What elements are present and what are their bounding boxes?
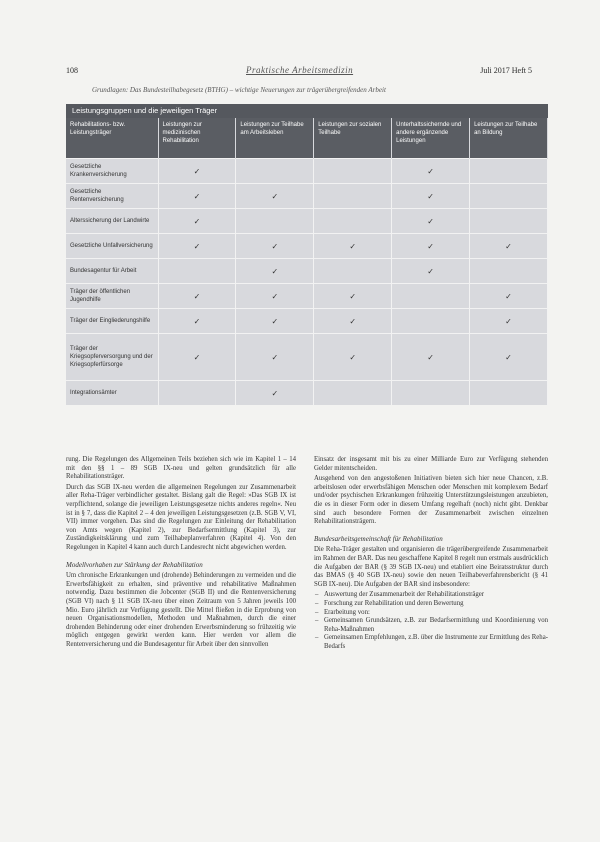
benefits-table: [66, 104, 548, 405]
carrier-label: Träger der Eingliederungshilfe: [66, 309, 158, 334]
benefit-cell: [236, 234, 314, 259]
check-icon: ✓: [427, 241, 434, 251]
check-icon: ✓: [271, 191, 279, 201]
benefit-cell: [314, 209, 392, 234]
table-row: [66, 259, 548, 284]
check-icon: ✓: [349, 352, 357, 362]
check-icon: ✓: [271, 388, 279, 398]
table-row: [66, 381, 548, 406]
benefits-grid: [66, 118, 548, 405]
check-icon: ✓: [349, 291, 357, 301]
check-icon: ✓: [427, 216, 434, 226]
benefit-cell: [392, 259, 470, 284]
task-list: [314, 591, 548, 651]
benefit-cell: [158, 209, 236, 234]
paragraph: rung. Die Regelungen des Allgemeinen Teils beziehen sich wie im Kapitel 1 – 14 mit den §§ 1 – 89 SGB IX-neu und gelten grundsätzlich für alle Rehabilitationsträger.: [66, 456, 296, 481]
benefit-cell: [392, 334, 470, 381]
right-text-column: [314, 456, 548, 651]
benefit-cell: [236, 184, 314, 209]
benefit-cell: [314, 334, 392, 381]
benefit-cell: [392, 284, 470, 309]
paragraph: Um chronische Erkrankungen und (drohende) Behinderungen zu vermeiden und die Erwerbsfähigkeit zu erhalten, sind präventive und rehabilitative Maßnahmen notwendig. Dazu bestimmen die Jobcenter (SGB II) und die Rentenversicherung (SGB VI) nach § 11 SGB IX-neu über einen Zeitraum von 5 Jahren jeweils 100 Mio. Euro jährlich zur Verfügung gestellt. Die Mittel fließen in die Erprobung von neuen Organisationsmodellen, Methoden und Maßnahmen, durch die einer drohenden Behinderung oder einer drohenden Erwerbsminderung so frühzeitig wie möglich entgegen gewirkt werden kann. Hier werden vor allem die Rentenversicherung und die Bundesagentur für Arbeit über den sinnvollen: [66, 572, 296, 648]
table-row: [66, 284, 548, 309]
benefit-cell: [314, 259, 392, 284]
table-row: [66, 184, 548, 209]
benefit-cell: [392, 184, 470, 209]
section-heading: Modellvorhaben zur Stärkung der Rehabilitation: [66, 560, 203, 569]
benefit-cell: [470, 381, 548, 406]
check-icon: ✓: [427, 166, 434, 176]
carrier-label: Integrationsämter: [66, 381, 158, 406]
article-subtitle: Grundlagen: Das Bundesteilhabegesetz (BTHG) – wichtige Neuerungen zur trägerübergreifenden Arbeit: [92, 86, 386, 94]
check-icon: ✓: [427, 191, 434, 201]
benefit-cell: [236, 309, 314, 334]
paragraph: Durch das SGB IX-neu werden die allgemeinen Regelungen zur Zusammenarbeit aller Reha-Träger verbindlicher gestaltet. Bislang galt die Regel: »Das SGB IX ist verpflichtend, solange die jeweiligen Leistungsgesetze nichts anderes regeln«. Neu ist in § 7, dass die Kapitel 2 – 4 den jeweiligen Leistungsgesetzen (z.B. SGB V, VI, VII) immer vorgehen. Das sind die Regelungen zur Einleitung der Rehabilitation von Amts wegen (Kapitel 2), zur Bedarfsermittlung (Kapitel 3), zur Zuständigkeitsklärung und zum Teilhabeplanverfahren (Kapitel 4). Von den Regelungen in Kapitel 4 kann auch durch Landesrecht nicht abgewichen werden.: [66, 483, 296, 551]
carrier-label: Alterssicherung der Landwirte: [66, 209, 158, 234]
benefit-cell: [236, 209, 314, 234]
check-icon: ✓: [505, 291, 512, 301]
paragraph: Einsatz der insgesamt mit bis zu einer Milliarde Euro zur Verfügung stehenden Gelder mitentscheiden.: [314, 456, 548, 472]
check-icon: ✓: [271, 316, 279, 326]
table-body: [66, 159, 548, 406]
check-icon: ✓: [505, 241, 512, 251]
check-icon: ✓: [193, 191, 201, 201]
benefit-cell: [470, 209, 548, 234]
table-title: Leistungsgruppen und die jeweiligen Träger: [66, 104, 548, 118]
benefit-cell: [392, 381, 470, 406]
benefit-cell: [158, 284, 236, 309]
benefit-cell: [392, 309, 470, 334]
benefit-cell: [470, 234, 548, 259]
table-row: [66, 209, 548, 234]
check-icon: ✓: [271, 266, 279, 276]
left-text-column: [66, 456, 296, 651]
table-row: [66, 309, 548, 334]
check-icon: ✓: [271, 352, 279, 362]
benefit-cell: [392, 159, 470, 184]
column-header: Leistungen zur sozialen Teilhabe: [314, 118, 392, 159]
check-icon: ✓: [427, 266, 434, 276]
check-icon: ✓: [271, 241, 279, 251]
check-icon: ✓: [505, 316, 512, 326]
column-header: Rehabilitations- bzw. Leistungsträger: [66, 118, 158, 159]
benefit-cell: [158, 159, 236, 184]
carrier-label: Bundesagentur für Arbeit: [66, 259, 158, 284]
benefit-cell: [314, 159, 392, 184]
section-heading: Bundesarbeitsgemeinschaft für Rehabilitation: [314, 534, 443, 543]
benefit-cell: [470, 309, 548, 334]
carrier-label: Gesetzliche Rentenversicherung: [66, 184, 158, 209]
list-item: – Gemeinsamen Grundsätzen, z.B. zur Bedarfsermittlung und Koordinierung von Reha-Maßnahmen: [324, 617, 548, 634]
benefit-cell: [470, 259, 548, 284]
check-icon: ✓: [193, 291, 201, 301]
table-row: [66, 159, 548, 184]
check-icon: ✓: [427, 352, 434, 362]
column-header: Leistungen zur medizinischen Rehabilitation: [158, 118, 236, 159]
benefit-cell: [314, 184, 392, 209]
magazine-name: Praktische Arbeitsmedizin: [246, 65, 354, 75]
benefit-cell: [236, 259, 314, 284]
carrier-label: Träger der öffentlichen Jugendhilfe: [66, 284, 158, 309]
column-header: Leistungen zur Teilhabe an Bildung: [470, 118, 548, 159]
benefit-cell: [158, 381, 236, 406]
list-item: – Forschung zur Rehabilitation und deren Bewertung: [324, 600, 548, 609]
list-item: – Erarbeitung von:: [324, 609, 548, 618]
benefit-cell: [158, 309, 236, 334]
carrier-label: Träger der Kriegsopferversorgung und der Kriegsopferfürsorge: [66, 334, 158, 381]
table-row: [66, 334, 548, 381]
carrier-label: Gesetzliche Krankenversicherung: [66, 159, 158, 184]
benefit-cell: [158, 259, 236, 284]
check-icon: ✓: [193, 241, 201, 251]
benefit-cell: [470, 159, 548, 184]
paragraph: Die Reha-Träger gestalten und organisieren die trägerübergreifende Zusammenarbeit im Rahmen der BAR. Das neu geschaffene Kapitel 8 regelt nun erstmals ausdrücklich die Aufgaben der BAR (§ 39 SGB IX-neu) und etabliert eine Beiratsstruktur durch das BMAS (§ 40 SGB IX-neu) sowie den neuen Teilhabeverfahrensbericht (§ 41 SGB IX-neu). Die Aufgaben der BAR sind insbesondere:: [314, 546, 548, 588]
benefit-cell: [236, 381, 314, 406]
column-header: Unterhaltssichernde und andere ergänzende Leistungen: [392, 118, 470, 159]
benefit-cell: [314, 381, 392, 406]
paragraph: Ausgehend von den angestoßenen Initiativen bieten sich hier neue Chancen, z.B. arbeitslosen oder erwerbsfähigen Menschen oder Menschen mit komplexem Bedarf und/oder psychischen Erkrankungen frühzeitig Unterstützungsleistungen anzubieten, die es in dieser Form oder in diesem Umfang regelhaft (noch) nicht gibt. Denkbar sind auch besondere Formen der Zusammenarbeit zwischen einzelnen Rehabilitationsträgern.: [314, 475, 548, 526]
benefit-cell: [470, 334, 548, 381]
check-icon: ✓: [193, 166, 201, 176]
benefit-cell: [158, 334, 236, 381]
column-header: Leistungen zur Teilhabe am Arbeitsleben: [236, 118, 314, 159]
benefit-cell: [392, 234, 470, 259]
benefit-cell: [470, 284, 548, 309]
benefit-cell: [392, 209, 470, 234]
issue-info: Juli 2017 Heft 5: [480, 66, 532, 75]
list-item: – Auswertung der Zusammenarbeit der Rehabilitationsträger: [324, 591, 548, 600]
benefit-cell: [314, 309, 392, 334]
benefit-cell: [236, 284, 314, 309]
check-icon: ✓: [349, 241, 357, 251]
table-header-row: [66, 118, 548, 159]
check-icon: ✓: [349, 316, 357, 326]
check-icon: ✓: [193, 316, 201, 326]
carrier-label: Gesetzliche Unfallversicherung: [66, 234, 158, 259]
list-item: – Gemeinsamen Empfehlungen, z.B. über die Instrumente zur Ermittlung des Reha-Bedarfs: [324, 634, 548, 651]
check-icon: ✓: [193, 352, 201, 362]
benefit-cell: [158, 234, 236, 259]
page-number: 108: [66, 66, 78, 75]
check-icon: ✓: [505, 352, 512, 362]
table-row: [66, 234, 548, 259]
benefit-cell: [314, 234, 392, 259]
page-header: [66, 66, 532, 80]
benefit-cell: [158, 184, 236, 209]
benefit-cell: [236, 159, 314, 184]
check-icon: ✓: [193, 216, 201, 226]
check-icon: ✓: [271, 291, 279, 301]
benefit-cell: [236, 334, 314, 381]
benefit-cell: [314, 284, 392, 309]
benefit-cell: [470, 184, 548, 209]
